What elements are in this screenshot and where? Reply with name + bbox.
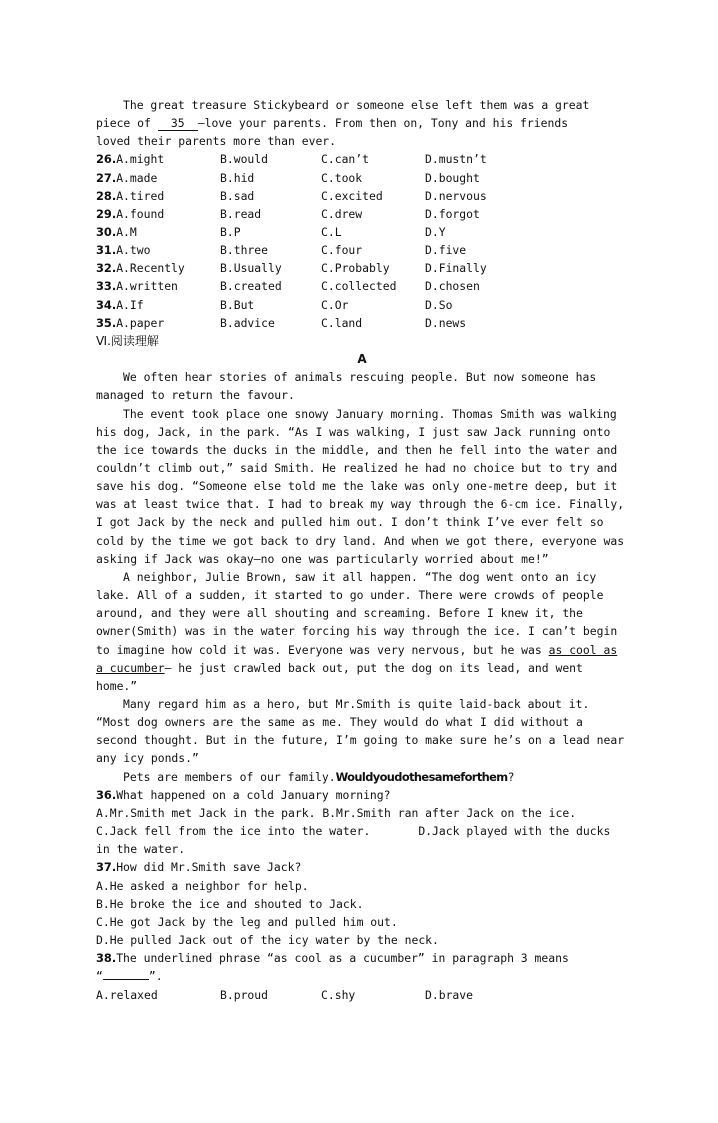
line2-post: —love your parents. From then on, Tony and his friends (197, 116, 569, 131)
option-b: B.sad (220, 188, 255, 203)
option-b: B.read (220, 206, 262, 221)
option-b: B.He broke the ice and shouted to Jack. (96, 896, 364, 911)
option-a: A.If (116, 297, 144, 312)
question-number: 28. (96, 188, 117, 203)
paragraph-3-end: — he just crawled back out, put the dog on its lead, and went home.” (96, 660, 583, 693)
option-d: D.forgot (425, 206, 480, 221)
option-c: C.collected (321, 279, 397, 294)
option-a: A.two (116, 243, 151, 258)
option-c: C.shy (321, 987, 356, 1002)
exam-page (96, 96, 628, 1004)
question-number: 33. (96, 279, 117, 294)
cloze-options-list (96, 150, 628, 331)
passage-paragraph-4: Many regard him as a hero, but Mr.Smith is quite laid-back about it. “Most dog owners are the same as me. They would do what I did without a second thought. But in the future, I’m going to make sure he’s on a lead near any icy ponds.” (96, 697, 625, 766)
option-a: A.relaxed (96, 987, 158, 1002)
cloze-option-row (96, 259, 628, 277)
cloze-option-row (96, 150, 628, 168)
option-c: C.He got Jack by the leg and pulled him out. (96, 914, 398, 929)
option-a: A.written (116, 279, 178, 294)
option-d: D.chosen (425, 279, 480, 294)
option-b: B.advice (220, 315, 275, 330)
question-36 (96, 786, 628, 859)
question-number: 31. (96, 243, 117, 258)
question-text: How did Mr.Smith save Jack? (116, 860, 302, 875)
option-a: A.He asked a neighbor for help. (96, 878, 309, 893)
question-38 (96, 949, 628, 1003)
option-a: A.made (116, 170, 158, 185)
passage-end-line1: The great treasure Stickybeard or someone else left them was a great (123, 98, 590, 112)
question-number: 32. (96, 261, 117, 276)
option-b: B.three (220, 243, 269, 258)
answer-blank-35: 35 (158, 116, 198, 131)
option-c: C.Jack fell from the ice into the water. (96, 824, 371, 839)
option-line (96, 804, 628, 822)
option-d: D.Y (425, 225, 446, 240)
option-d: D.He pulled Jack out of the icy water by the neck. (96, 933, 439, 948)
option-a: A.might (116, 152, 165, 167)
option-c: C.land (321, 315, 363, 330)
bold-question: Wouldyoudothesameforthem (335, 769, 508, 784)
cloze-option-row (96, 241, 628, 259)
question-text: What happened on a cold January morning? (116, 787, 391, 802)
question-number: 29. (96, 206, 117, 221)
option-c: C.took (321, 170, 363, 185)
option-b: B.P (220, 225, 241, 240)
paragraph-5-end: ? (507, 769, 515, 784)
option-c: C.Or (321, 297, 349, 312)
question-number: 35. (96, 315, 117, 330)
question-37 (96, 858, 628, 949)
option-b: B.But (220, 297, 255, 312)
option-c: C.L (321, 225, 342, 240)
cloze-option-row (96, 169, 628, 187)
option-d: D.mustn’t (425, 152, 487, 167)
passage-paragraph-2: The event took place one snowy January morning. Thomas Smith was walking his dog, Jack, in the park. “As I was walking, I just saw Jack running onto the ice towards the ducks in the middle, and then he fell into the water and couldn’t climb out,” said Smith. He realized he had no choice but to try and save his dog. “Someone else told me the lake was only one-metre deep, but it was at least twice that. I had to break my way through the 6-cm ice. Finally, I got Jack by the neck and pulled him out. I don’t think I’ve ever felt so cold by the time we got back to dry land. And when we got there, everyone was asking if Jack was okay—no one was particularly worried about me!” (96, 406, 625, 566)
option-c: C.four (321, 243, 363, 258)
option-b: B.proud (220, 987, 269, 1002)
passage-end-line2 (96, 114, 628, 132)
option-b: B.Mr.Smith ran after Jack on the ice. (322, 805, 577, 820)
option-b: B.would (220, 152, 269, 167)
question-number: 30. (96, 225, 117, 240)
question-number: 36. (96, 787, 117, 802)
option-c: C.drew (321, 206, 363, 221)
option-d: D.bought (425, 170, 480, 185)
option-c: C.Probably (321, 261, 390, 276)
option-d: D.Finally (425, 261, 487, 276)
quote-open: “ (96, 969, 103, 984)
paragraph-3-text: A neighbor, Julie Brown, saw it all happen. “The dog went onto an icy lake. All of a sudden, it started to go under. There were crowds of people around, and they were all shouting and screaming. Before I knew it, the owner(Smith) was in the water forcing his way through the ice. I can’t begin to imagine how cold it was. Everyone was very nervous, but he was (96, 569, 618, 657)
passage-end-line3: loved their parents more than ever. (96, 134, 337, 149)
cloze-option-row (96, 314, 628, 332)
option-line (96, 822, 628, 858)
option-c: C.excited (321, 188, 383, 203)
quote-close: ”. (148, 969, 163, 984)
cloze-option-row (96, 296, 628, 314)
passage-label: A (357, 352, 367, 367)
option-d: D.news (425, 315, 467, 330)
question-text: The underlined phrase “as cool as a cucumber” in paragraph 3 means (116, 951, 569, 966)
option-b: B.created (220, 279, 282, 294)
cloze-option-row (96, 205, 628, 223)
question-stem (96, 949, 628, 967)
option-a: A.Recently (116, 261, 185, 276)
option-d: D.brave (425, 987, 474, 1002)
option-a: A.paper (116, 315, 165, 330)
question-number: 38. (96, 951, 117, 966)
cloze-option-row (96, 187, 628, 205)
option-d: D.So (425, 297, 453, 312)
question-number: 26. (96, 152, 117, 167)
question-number: 27. (96, 170, 117, 185)
passage-paragraph-3 (96, 568, 628, 695)
cloze-option-row (96, 277, 628, 295)
paragraph-5-text: Pets are members of our family. (123, 769, 336, 784)
question-number: 34. (96, 297, 117, 312)
underlined-phrase: as cool as a cucumber (96, 642, 618, 675)
question-number: 37. (96, 860, 117, 875)
line2-pre: piece of (96, 116, 158, 131)
option-b: B.Usually (220, 261, 282, 276)
passage-paragraph-5 (96, 768, 628, 786)
option-a: A.Mr.Smith met Jack in the park. (96, 805, 316, 820)
section-header: Ⅵ.阅读理解 (96, 333, 159, 348)
passage-paragraph-1: We often hear stories of animals rescuing people. But now someone has managed to return the favour. (96, 370, 597, 403)
option-d: D.Jack played with the ducks in the water. (96, 824, 611, 857)
question-stem (96, 786, 628, 804)
option-a: A.found (116, 206, 165, 221)
option-d: D.nervous (425, 188, 487, 203)
question-stem-blank (96, 967, 628, 985)
option-b: B.hid (220, 170, 255, 185)
option-a: A.M (116, 225, 137, 240)
option-d: D.five (425, 243, 467, 258)
option-row (96, 986, 628, 1004)
answer-blank (103, 979, 149, 980)
cloze-option-row (96, 223, 628, 241)
option-a: A.tired (116, 188, 165, 203)
option-c: C.can’t (321, 152, 370, 167)
question-stem (96, 858, 628, 876)
